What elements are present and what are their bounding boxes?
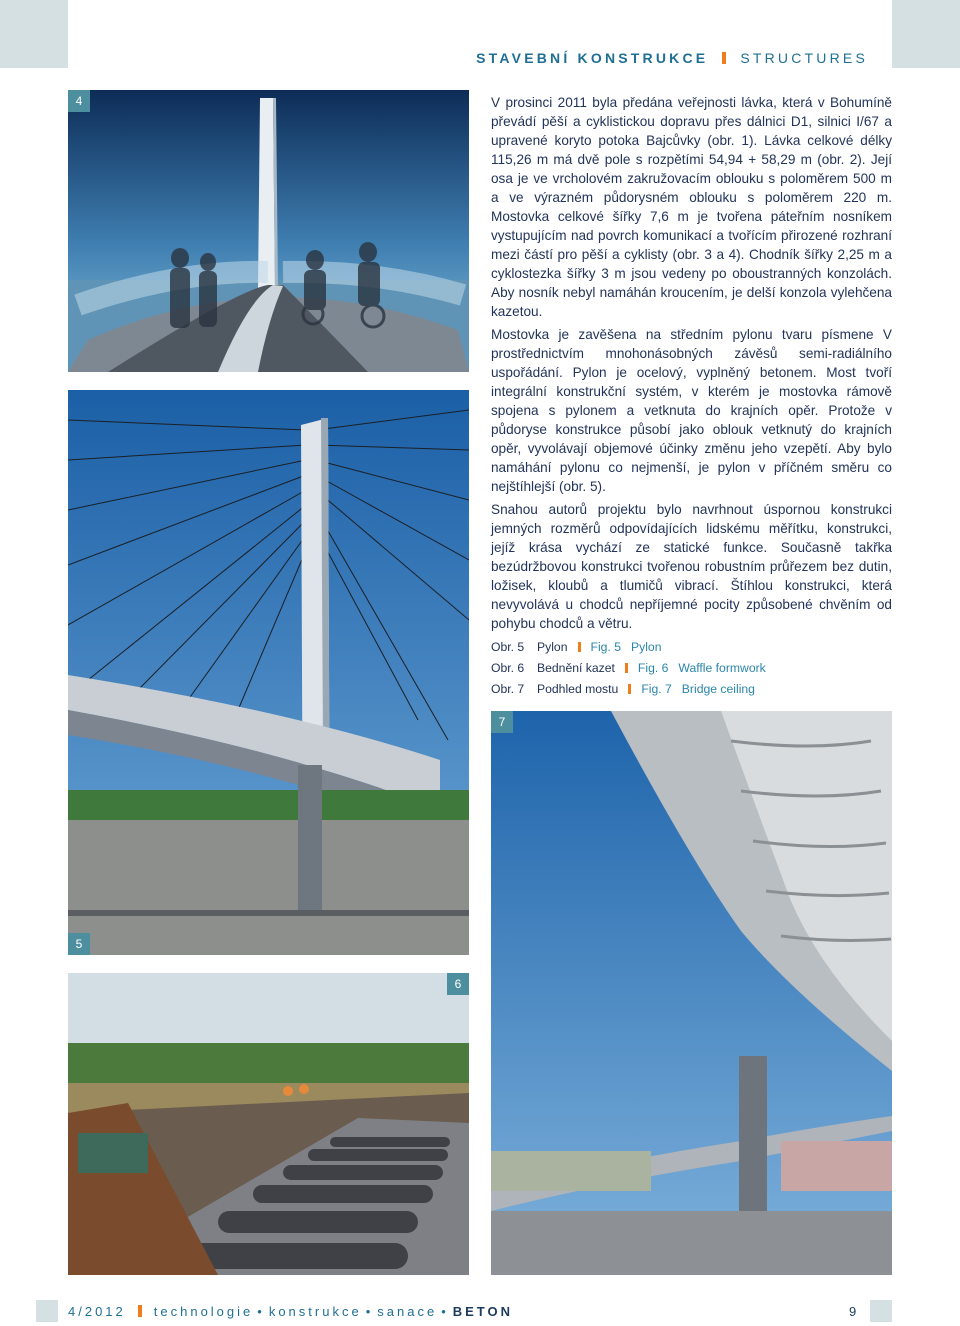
- footer: [68, 1304, 513, 1319]
- footer-word-beton: BETON: [452, 1304, 514, 1319]
- footer-decoration-right: [870, 1300, 892, 1322]
- paragraph-3: Snahou autorů projektu bylo navrhnout úspornou konstrukci jemných rozměrů odpovídajících lidskému měřítku, konstrukci, jejíž krása vychází ze statické funkce. Současně takřka bezúdržbovou konstrukci tvořenou robustním průřezem bez dutin, ložisek, kloubů a tlumičů vibrací. Štíhlou konstrukci, která nevyvolává u chodců nepříjemné pocity způsobené chvěním od pohybu chodců a větru.: [491, 502, 892, 631]
- footer-word-technologie: technologie: [153, 1304, 254, 1319]
- figure-6-image: [68, 973, 469, 1275]
- caption-en-number: Fig. 6: [637, 661, 669, 675]
- caption-fig-7: [491, 679, 892, 700]
- issue-number: 4/2012: [68, 1304, 126, 1319]
- footer-dot: •: [441, 1304, 449, 1319]
- caption-en-text: Pylon: [630, 640, 662, 654]
- footer-separator: [138, 1305, 142, 1317]
- section-title-cz: STAVEBNÍ KONSTRUKCE: [476, 50, 709, 66]
- caption-fig-6: [491, 658, 892, 679]
- caption-separator: [628, 684, 631, 694]
- page-number: 9: [849, 1304, 857, 1319]
- article-body: [491, 93, 892, 634]
- caption-en-number: Fig. 7: [641, 682, 672, 696]
- section-title-en: STRUCTURES: [740, 50, 868, 66]
- paragraph-1: V prosinci 2011 byla předána veřejnosti lávka, která v Bohumíně převádí pěší a cyklistickou dopravu přes dálnici D1, silnici I/67 a upravené koryto potoka Bajcůvky (obr. 1). Lávka celkové délky 115,26 m má dvě pole s rozpětími 54,94 + 58,29 m (obr. 2). Její osa je ve vrcholovém zakružovacím oblouku s poloměrem 500 m a ve výrazném půdorysném oblouku s poloměrem 220 m. Mostovka celkové šířky 7,6 m je tvořena páteřním nosníkem vystupujícím nad povrch komunikací a tvořícím přirozené rozhraní mezi částí pro pěší a cyklisty (obr. 3 a 4). Chodník šířky 2,25 m a cyklostezka šířky 3 m jsou vedeny po oboustranných konzolách. Aby nosník nebyl namáhán kroucením, je delší konzola vylehčena kazetou.: [491, 95, 892, 319]
- caption-en-text: Waffle formwork: [678, 661, 766, 675]
- separator-square: [722, 52, 726, 64]
- corner-decoration-left: [0, 0, 68, 68]
- caption-separator: [625, 663, 628, 673]
- caption-cz-number: Obr. 6: [491, 661, 525, 675]
- figure-5-image: [68, 390, 469, 955]
- footer-dot: •: [257, 1304, 265, 1319]
- caption-en-number: Fig. 5: [590, 640, 621, 654]
- footer-word-konstrukce: konstrukce: [268, 1304, 362, 1319]
- paragraph-2: Mostovka je zavěšena na středním pylonu tvaru písmene V prostřednictvím mnohonásobných závěsů semi-radiálního uspořádání. Pylon je ocelový, vyplněný betonem. Most tvoří integrální konstrukční systém, v kterém je mostovka rámově spojena s pylonem a vetknuta do krajních opěr. Protože v půdoryse konstrukce působí jako oblouk vetknutý do krajních opěr, vyvolávají objemové účinky změnu jeho vzepětí. Aby bylo namáhání pylonu co nejmenší, je pylon v příčném směru co nejštíhlejší (obr. 5).: [491, 327, 892, 494]
- caption-cz-text: Pylon: [537, 640, 568, 654]
- caption-cz-text: Podhled mostu: [537, 682, 619, 696]
- figure-4-image: [68, 90, 469, 372]
- section-header: [476, 50, 868, 66]
- figure-5-number: 5: [68, 933, 90, 955]
- caption-cz-number: Obr. 7: [491, 682, 525, 696]
- caption-fig-5: [491, 637, 892, 658]
- figure-6-number: 6: [447, 973, 469, 995]
- caption-cz-text: Bednění kazet: [537, 661, 615, 675]
- caption-separator: [578, 642, 581, 652]
- caption-cz-number: Obr. 5: [491, 640, 525, 654]
- figure-7-number: 7: [491, 711, 513, 733]
- caption-en-text: Bridge ceiling: [681, 682, 755, 696]
- footer-word-sanace: sanace: [377, 1304, 438, 1319]
- figure-7-image: [491, 711, 892, 1275]
- corner-decoration-right: [892, 0, 960, 68]
- footer-dot: •: [365, 1304, 374, 1319]
- footer-decoration-left: [36, 1300, 58, 1322]
- figure-4-number: 4: [68, 90, 90, 112]
- figure-captions: [491, 637, 892, 700]
